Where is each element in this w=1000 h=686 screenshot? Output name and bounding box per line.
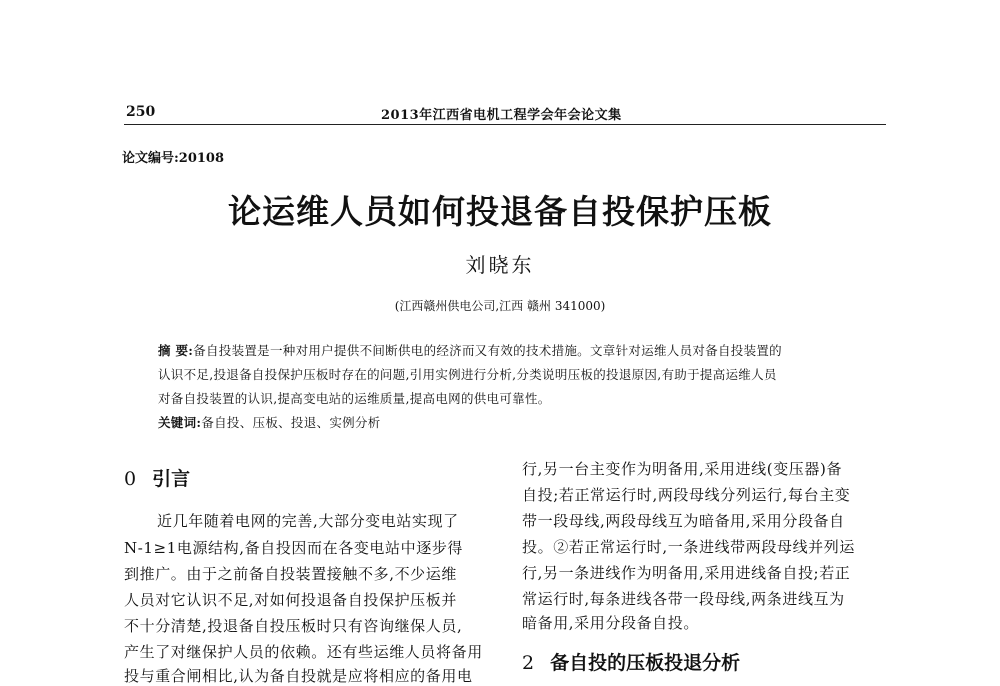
- keywords-label: 关键词:: [158, 415, 202, 430]
- keywords-text: 备自投、压板、投退、实例分析: [201, 415, 381, 430]
- left-line-2: N-1≥1电源结构,备自投因而在各变电站中逐步得: [124, 539, 464, 557]
- left-line-5: 不十分清楚,投退备自投压板时只有咨询继保人员,: [124, 617, 463, 635]
- abstract-line-1: [158, 341, 782, 359]
- section-0-number: 0: [124, 468, 137, 490]
- affiliation: (江西赣州供电公司,江西 赣州 341000): [394, 299, 606, 313]
- right-line-2: 自投;若正常运行时,两段母线分列运行,每台主变: [522, 486, 851, 504]
- right-line-4: 投。②若正常运行时,一条进线带两段母线并列运: [522, 538, 855, 556]
- abstract-text-1: 备自投装置是一种对用户提供不间断供电的经济而又有效的技术措施。文章针对运维人员对备自投装置的: [193, 343, 782, 358]
- left-line-6: 产生了对继保护人员的依赖。还有些运维人员将备用: [124, 643, 483, 661]
- section-0-heading: [124, 464, 190, 491]
- right-line-7: 暗备用,采用分段备自投。: [522, 614, 699, 632]
- abstract-label: 摘 要:: [158, 343, 194, 358]
- paper-title: 论运维人员如何投退备自投保护压板: [228, 192, 772, 231]
- abstract-line-3: 对备自投装置的认识,提高变电站的运维质量,提高电网的供电可靠性。: [158, 391, 551, 406]
- left-line-7: 投与重合闸相比,认为备自投就是应将相应的备用电: [124, 667, 473, 685]
- right-line-5: 行,另一条进线作为明备用,采用进线备自投;若正: [522, 564, 851, 582]
- right-line-6: 常运行时,每条进线各带一段母线,两条进线互为: [522, 590, 845, 608]
- paper-id: 论文编号:20108: [122, 151, 225, 166]
- right-line-3: 带一段母线,两段母线互为暗备用,采用分段备自: [522, 512, 845, 530]
- section-2-number: 2: [522, 652, 535, 674]
- section-2-title: 备自投的压板投退分析: [550, 652, 741, 674]
- right-line-1: 行,另一台主变作为明备用,采用进线(变压器)备: [522, 460, 843, 478]
- left-line-4: 人员对它认识不足,对如何投退备自投保护压板并: [124, 591, 457, 609]
- left-line-1: 近几年随着电网的完善,大部分变电站实现了: [157, 512, 459, 530]
- abstract-line-2: 认识不足,投退备自投保护压板时存在的问题,引用实例进行分析,分类说明压板的投退原因,有助于提高运维人员: [158, 367, 777, 382]
- running-head: 2013年江西省电机工程学会年会论文集: [381, 108, 622, 123]
- page-number: 250: [126, 104, 156, 120]
- author: 刘晓东: [465, 253, 535, 277]
- header-rule: [124, 124, 886, 125]
- keywords-line: [158, 413, 381, 431]
- section-0-title: 引言: [152, 468, 191, 490]
- left-line-3: 到推广。由于之前备自投装置接触不多,不少运维: [124, 565, 457, 583]
